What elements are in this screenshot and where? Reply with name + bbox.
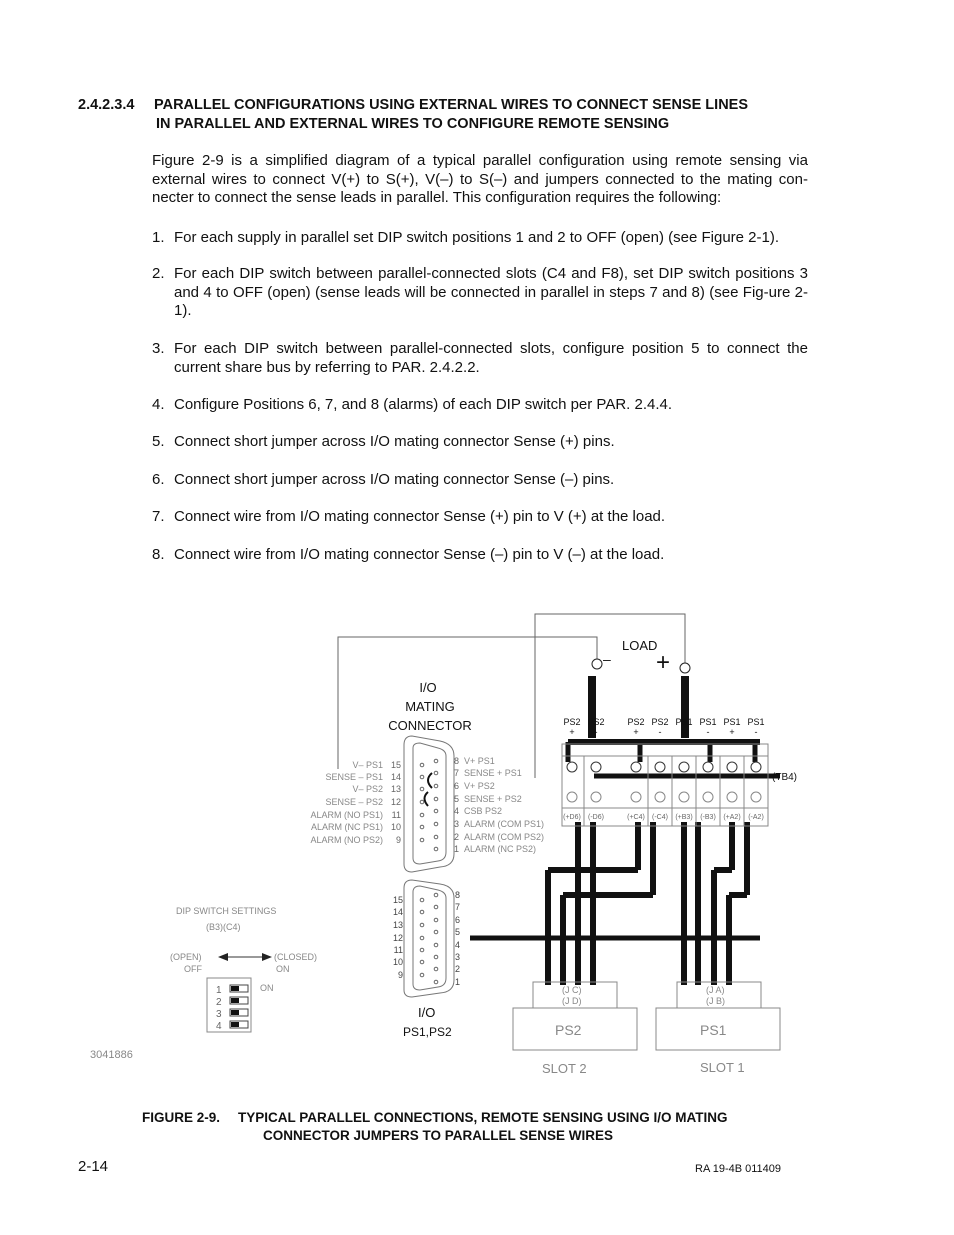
pin-icon — [420, 813, 424, 817]
terminal-screw-icon — [655, 762, 665, 772]
step-number: 5. — [152, 433, 165, 450]
terminal-bottom-label: (-A2) — [748, 814, 764, 821]
io-pin-number: 7 — [455, 902, 461, 912]
pin-icon — [434, 759, 438, 763]
terminal-polarity: - — [658, 727, 662, 737]
pin-icon — [434, 835, 438, 839]
pin-icon — [434, 822, 438, 826]
step-text: Connect short jumper across I/O mating connector Sense (–) pins. — [174, 471, 615, 488]
mating-pin-number: 11 — [391, 810, 401, 820]
mating-pin-number: 9 — [395, 835, 401, 845]
arrow-right-icon — [262, 953, 272, 961]
terminal-lower-screw-icon — [703, 792, 713, 802]
slot1-label: SLOT 1 — [700, 1060, 745, 1075]
terminal-top-label: PS1 — [675, 717, 693, 727]
mating-pin-number: 3 — [454, 819, 460, 829]
terminal-screw-icon — [727, 762, 737, 772]
ps1-connector-label2: (J B) — [706, 996, 725, 1006]
mating-pin-label: ALARM (COM PS1) — [464, 819, 545, 829]
terminal-polarity: - — [754, 727, 758, 737]
mating-pin-label: V– PS1 — [352, 760, 383, 770]
power-supplies — [513, 982, 780, 1076]
dip-toggle-knob — [231, 1022, 239, 1027]
pin-icon — [420, 775, 424, 779]
terminal-bottom-label: (-C4) — [652, 814, 668, 821]
page-number: 2-14 — [78, 1158, 109, 1175]
mating-pin-label: SENSE – PS2 — [325, 797, 383, 807]
terminal-top-label: PS2 — [587, 717, 605, 727]
pin-icon — [434, 784, 438, 788]
terminal-screw-icon — [591, 762, 601, 772]
terminal-lower-screw-icon — [751, 792, 761, 802]
io-pin-number: 9 — [397, 970, 403, 980]
pin-icon — [420, 898, 424, 902]
step-number: 2. — [152, 265, 165, 282]
io-mating-title-1: I/O — [419, 680, 437, 695]
load — [592, 638, 690, 676]
step-text: Configure Positions 6, 7, and 8 (alarms) of each DIP switch per PAR. 2.4.4. — [174, 396, 673, 413]
io-pin-number: 6 — [455, 915, 461, 925]
mating-pin-label: SENSE + PS1 — [464, 768, 522, 778]
arrow-left-icon — [218, 953, 228, 961]
pin-icon — [434, 980, 438, 984]
step-number: 1. — [152, 229, 165, 246]
mating-pin-label: V– PS2 — [352, 784, 383, 794]
terminal-polarity: + — [681, 727, 687, 737]
pin-icon — [420, 948, 424, 952]
mating-pin-number: 10 — [390, 822, 401, 832]
terminal-screw-icon — [567, 762, 577, 772]
terminal-bottom-label: (+B3) — [675, 814, 693, 821]
pin-icon — [434, 893, 438, 897]
pin-icon — [434, 905, 438, 909]
io-pin-number: 13 — [392, 920, 403, 930]
io-pin-number: 10 — [392, 957, 403, 967]
terminal-bottom-label: (-B3) — [700, 814, 716, 821]
pin-icon — [420, 825, 424, 829]
io-mating-title-3: CONNECTOR — [388, 718, 472, 733]
pin-icon — [434, 967, 438, 971]
dip-switch-settings — [170, 906, 317, 1032]
terminal-polarity: + — [569, 727, 575, 737]
io-mating-title-2: MATING — [405, 699, 455, 714]
step-text: Connect wire from I/O mating connector Sense (+) pin to V (+) at the load. — [174, 508, 666, 525]
terminal-screw-icon — [631, 762, 641, 772]
terminal-top-label: PS1 — [699, 717, 717, 727]
mating-pin-number: 5 — [454, 794, 460, 804]
tb4-label: (TB4) — [772, 772, 797, 783]
mating-pin-label: SENSE + PS2 — [464, 794, 522, 804]
pin-icon — [434, 918, 438, 922]
pin-icon — [434, 847, 438, 851]
mating-pin-number: 4 — [454, 806, 460, 816]
dip-off-label: OFF — [184, 964, 202, 974]
pin-icon — [434, 809, 438, 813]
load-plus-sign: + — [656, 649, 671, 676]
dip-on-text: ON — [260, 983, 274, 993]
mating-pin-label: ALARM (NC PS2) — [464, 844, 537, 854]
pin-icon — [420, 800, 424, 804]
mating-pin-number: 8 — [454, 756, 460, 766]
dip-position-number: 2 — [216, 997, 222, 1008]
terminal-lower-screw-icon — [631, 792, 641, 802]
step-text: Connect short jumper across I/O mating connector Sense (+) pins. — [174, 433, 615, 450]
load-minus-sign: – — [603, 651, 611, 667]
step-number: 4. — [152, 396, 165, 413]
section-title-line2: IN PARALLEL AND EXTERNAL WIRES TO CONFIGURE REMOTE SENSING — [156, 116, 670, 132]
io-pin-number: 1 — [455, 977, 461, 987]
dip-open-label: (OPEN) — [170, 952, 202, 962]
io-pin-number: 8 — [455, 890, 461, 900]
io-pin-number: 3 — [455, 952, 461, 962]
slot2-label: SLOT 2 — [542, 1061, 587, 1076]
mating-pin-number: 14 — [390, 772, 401, 782]
dip-title: DIP SWITCH SETTINGS — [176, 906, 277, 916]
dip-on-label: ON — [276, 964, 290, 974]
mating-pin-number: 15 — [390, 760, 401, 770]
pin-icon — [420, 960, 424, 964]
step-text: Connect wire from I/O mating connector Sense (–) pin to V (–) at the load. — [174, 546, 665, 563]
pin-icon — [434, 955, 438, 959]
mating-pin-label: ALARM (NO PS1) — [310, 810, 383, 820]
terminal-top-label: PS1 — [723, 717, 741, 727]
io-pin-number: 12 — [392, 933, 403, 943]
io-connector — [393, 880, 460, 1039]
figure-caption-line1: TYPICAL PARALLEL CONNECTIONS, REMOTE SENSING USING I/O MATING — [238, 1110, 728, 1125]
ps2-connector-label1: (J C) — [562, 985, 582, 995]
pin-icon — [420, 910, 424, 914]
io-pin-number: 15 — [392, 895, 403, 905]
figure-label: FIGURE 2-9. — [142, 1110, 221, 1125]
terminal-polarity: - — [706, 727, 710, 737]
mating-pin-number: 1 — [454, 844, 460, 854]
terminal-screw-icon — [679, 762, 689, 772]
pin-icon — [434, 930, 438, 934]
step-text: For each supply in parallel set DIP switch positions 1 and 2 to OFF (open) (see Figure 2-1). — [174, 229, 780, 246]
terminal-block-tb4 — [562, 744, 797, 826]
step-text: For each DIP switch between parallel-connected slots (C4 and F8), set DIP switch positions 3 and 4 to OFF (open) (sense leads will be connected in parallel in steps 7 and 8) (see Fig-ure 2-1). — [174, 265, 808, 320]
terminal-top-label: PS2 — [651, 717, 669, 727]
section-number: 2.4.2.3.4 — [78, 97, 135, 113]
step-text: For each DIP switch between parallel-connected slots, configure position 5 to connect the current share bus by referring to PAR. 2.4.2.2. — [174, 340, 808, 376]
dip-toggle-knob — [231, 1010, 239, 1015]
terminal-top-label: PS2 — [563, 717, 581, 727]
dip-toggle-knob — [231, 986, 239, 991]
figure-caption-line2: CONNECTOR JUMPERS TO PARALLEL SENSE WIRES — [263, 1128, 614, 1143]
pin-icon — [420, 838, 424, 842]
intro-paragraph: Figure 2-9 is a simplified diagram of a typical parallel configuration using remote sensing via external wires to connect V(+) to S(+), V(–) to S(–) and jumpers connected to the mating con-necter to connect the sense leads in parallel. This configuration requires the following: — [152, 152, 808, 207]
ps2-label: PS2 — [555, 1022, 582, 1038]
load-minus-terminal-icon — [592, 659, 602, 669]
terminal-polarity: + — [633, 727, 639, 737]
mating-pin-number: 12 — [390, 797, 401, 807]
io-sublabel: PS1,PS2 — [403, 1025, 452, 1039]
io-pin-number: 11 — [393, 945, 403, 955]
terminal-polarity: - — [594, 727, 598, 737]
document-id: RA 19-4B 011409 — [695, 1163, 782, 1175]
io-pin-number: 5 — [455, 927, 461, 937]
pin-icon — [434, 943, 438, 947]
mating-pin-number: 6 — [454, 781, 460, 791]
pin-icon — [420, 973, 424, 977]
dip-toggle-knob — [231, 998, 239, 1003]
pin-icon — [420, 763, 424, 767]
mating-pin-label: ALARM (NO PS2) — [310, 835, 383, 845]
terminal-polarity: + — [729, 727, 735, 737]
ps2-connector-label2: (J D) — [562, 996, 582, 1006]
step-number: 3. — [152, 340, 165, 357]
dip-subtitle: (B3)(C4) — [206, 922, 241, 932]
dip-position-number: 4 — [216, 1021, 222, 1032]
io-pin-number: 2 — [455, 964, 461, 974]
mating-pin-label: CSB PS2 — [464, 806, 503, 816]
step-number: 8. — [152, 546, 165, 563]
mating-pin-number: 7 — [454, 768, 460, 778]
drawing-number: 3041886 — [90, 1049, 133, 1061]
figure-caption — [142, 1109, 842, 1145]
terminal-bottom-label: (-D6) — [588, 814, 604, 821]
mating-pin-label: V+ PS1 — [464, 756, 495, 766]
terminal-top-label: PS1 — [747, 717, 765, 727]
mating-pin-number: 2 — [454, 832, 460, 842]
ps1-connector-label1: (J A) — [706, 985, 725, 995]
step-number: 6. — [152, 471, 165, 488]
ps1-label: PS1 — [700, 1022, 727, 1038]
io-label: I/O — [418, 1005, 436, 1020]
terminal-lower-screw-icon — [567, 792, 577, 802]
terminal-lower-screw-icon — [591, 792, 601, 802]
mating-connector — [310, 736, 544, 872]
mating-pin-label: ALARM (NC PS1) — [310, 822, 383, 832]
pin-icon — [434, 771, 438, 775]
terminal-lower-screw-icon — [727, 792, 737, 802]
terminal-bottom-label: (+C4) — [627, 814, 645, 821]
load-label: LOAD — [622, 638, 658, 653]
mating-pin-label: V+ PS2 — [464, 781, 495, 791]
dip-closed-label: (CLOSED) — [274, 952, 318, 962]
terminal-lower-screw-icon — [655, 792, 665, 802]
load-plus-terminal-icon — [680, 663, 690, 673]
terminal-bottom-label: (+D6) — [563, 814, 581, 821]
terminal-lower-screw-icon — [679, 792, 689, 802]
pin-icon — [420, 923, 424, 927]
pin-icon — [420, 787, 424, 791]
dip-position-number: 1 — [216, 985, 222, 996]
pin-icon — [434, 797, 438, 801]
section-title-line1: PARALLEL CONFIGURATIONS USING EXTERNAL WIRES TO CONNECT SENSE LINES — [154, 97, 749, 113]
terminal-bottom-label: (+A2) — [723, 814, 741, 821]
dip-position-number: 3 — [216, 1009, 222, 1020]
pin-icon — [420, 936, 424, 940]
mating-pin-label: SENSE – PS1 — [325, 772, 383, 782]
step-number: 7. — [152, 508, 165, 525]
terminal-screw-icon — [751, 762, 761, 772]
mating-pin-label: ALARM (COM PS2) — [464, 832, 545, 842]
io-pin-number: 4 — [455, 940, 461, 950]
io-pin-number: 14 — [392, 907, 403, 917]
mating-pin-number: 13 — [390, 784, 401, 794]
terminal-screw-icon — [703, 762, 713, 772]
terminal-top-label: PS2 — [627, 717, 645, 727]
